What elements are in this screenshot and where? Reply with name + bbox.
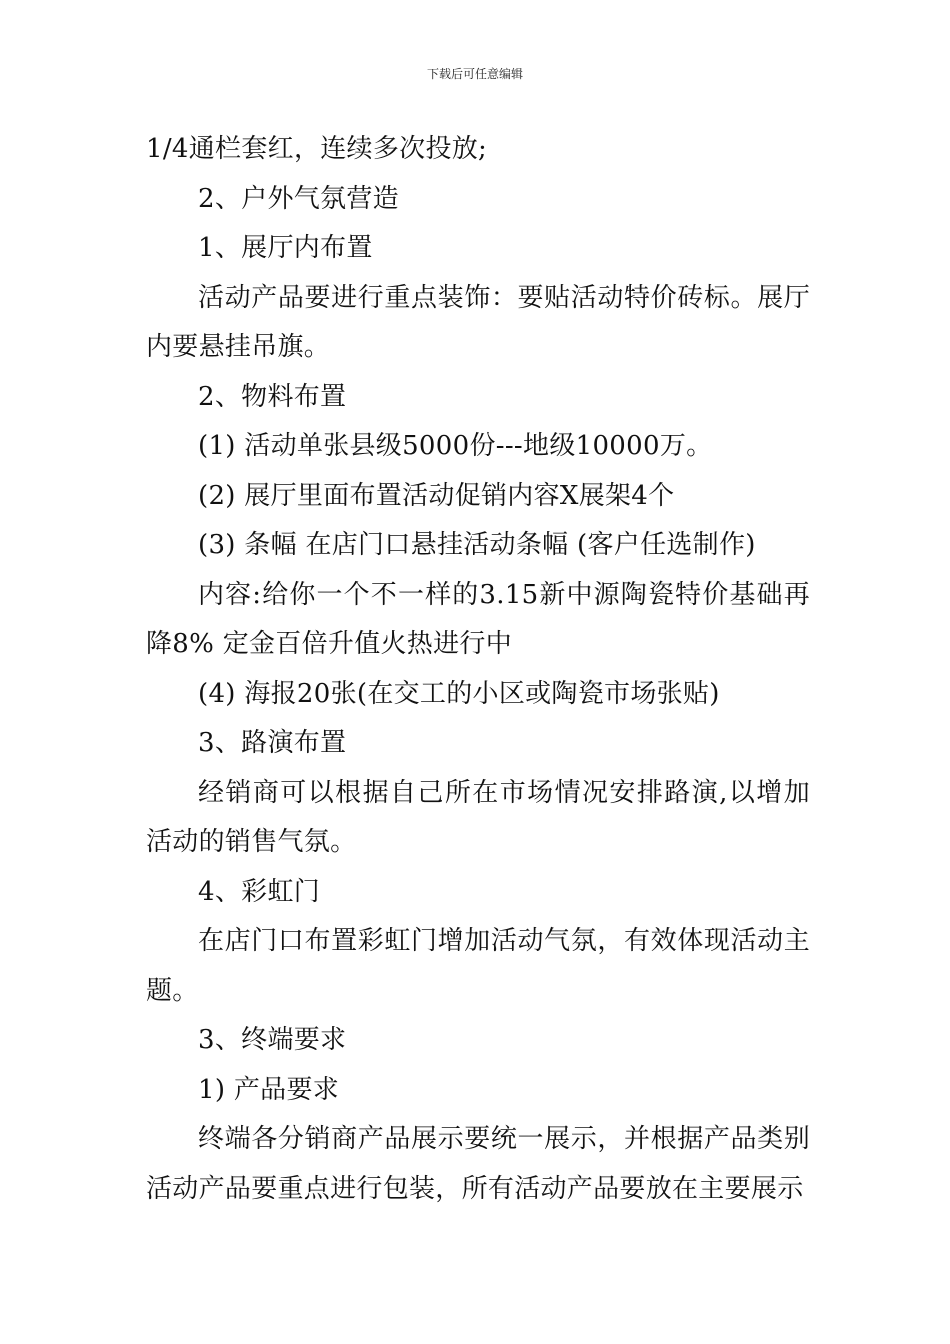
paragraph-7: (2) 展厅里面布置活动促销内容X展架4个	[198, 480, 675, 511]
paragraph-13: 4、彩虹门	[198, 876, 321, 907]
document-body	[146, 125, 810, 1214]
paragraph-16: 1) 产品要求	[198, 1074, 340, 1105]
page-header: 下载后可任意编辑	[426, 67, 523, 81]
paragraph-6: (1) 活动单张县级5000份---地级10000万。	[198, 431, 713, 461]
paragraph-3: 1、展厅内布置	[198, 233, 373, 263]
paragraph-10: (4) 海报20张(在交工的小区或陶瓷市场张贴)	[198, 678, 720, 709]
paragraph-17: 终端各分销商产品展示要统一展示，并根据产品类别活动产品要重点进行包装，所有活动产品要放在主要展示	[146, 1124, 810, 1204]
paragraph-12: 经销商可以根据自己所在市场情况安排路演,以增加活动的销售气氛。	[146, 777, 810, 857]
paragraph-2: 2、户外气氛营造	[198, 183, 399, 214]
paragraph-11: 3、路演布置	[198, 728, 347, 758]
paragraph-14: 在店门口布置彩虹门增加活动气氛，有效体现活动主题。	[146, 926, 810, 1006]
paragraph-4: 活动产品要进行重点装饰：要贴活动特价砖标。展厅内要悬挂吊旗。	[146, 282, 810, 362]
paragraph-15: 3、终端要求	[198, 1025, 347, 1055]
paragraph-1: 1/4通栏套红，连续多次投放;	[146, 134, 488, 164]
paragraph-8: (3) 条幅 在店门口悬挂活动条幅 (客户任选制作)	[198, 530, 756, 560]
paragraph-5: 2、物料布置	[198, 381, 347, 412]
paragraph-9: 内容:给你一个不一样的3.15新中源陶瓷特价基础再降8% 定金百倍升值火热进行中	[146, 579, 810, 659]
